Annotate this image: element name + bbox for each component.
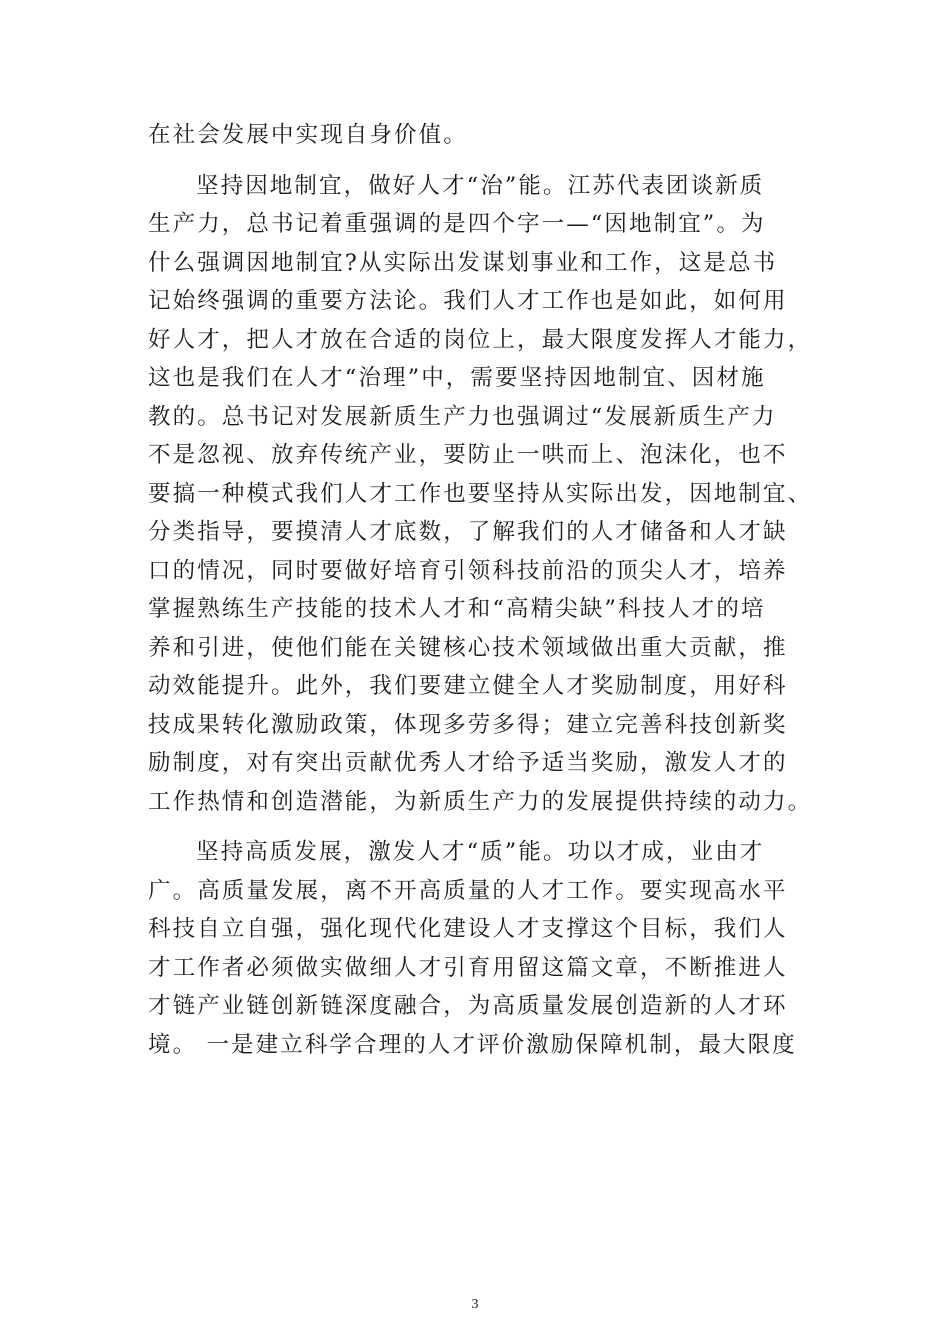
text-line: 工作热情和创造潜能，为新质生产力的发展提供持续的动力。 [148, 788, 813, 815]
text-line: 口的情况，同时要做好培育引领科技前沿的顶尖人才，培养 [148, 557, 788, 584]
page-number: 3 [471, 1297, 479, 1312]
text-line: 记始终强调的重要方法论。我们人才工作也是如此，如何用 [148, 288, 788, 314]
text-line: 动效能提升。此外，我们要建立健全人才奖励制度，用好科 [148, 673, 788, 699]
text-line: 才链产业链创新链深度融合，为高质量发展创造新的人才环 [148, 993, 788, 1019]
paragraph-first-line: 坚持高质发展，激发人才“质”能。功以才成，业由才 [196, 839, 765, 865]
text-line: 在社会发展中实现自身价值。 [148, 122, 468, 148]
text-line: 励制度，对有突出贡献优秀人才给予适当奖励，激发人才的 [148, 750, 788, 776]
text-line: 不是忽视、放弃传统产业，要防止一哄而上、泡沫化，也不 [148, 442, 788, 468]
paragraph-first-line: 坚持因地制宜，做好人才“治”能。江苏代表团谈新质 [196, 172, 765, 199]
text-line: 分类指导，要摸清人才底数，了解我们的人才储备和人才缺 [148, 519, 788, 545]
text-line: 要搞一种模式我们人才工作也要坚持从实际出发，因地制宜、 [148, 480, 813, 507]
text-line: 养和引进，使他们能在关键核心技术领域做出重大贡献，推 [148, 634, 788, 661]
text-line: 技成果转化激励政策，体现多劳多得；建立完善科技创新奖 [148, 711, 788, 738]
text-line: 广。高质量发展，离不开高质量的人才工作。要实现高水平 [148, 877, 788, 904]
body-text [148, 116, 828, 1064]
text-line: 好人才，把人才放在合适的岗位上，最大限度发挥人才能力， [148, 326, 813, 353]
text-line: 境。 一是建立科学合理的人才评价激励保障机制，最大限度 [148, 1031, 797, 1058]
text-line: 什么强调因地制宜?从实际出发谋划事业和工作，这是总书 [148, 249, 778, 276]
text-line: 掌握熟练生产技能的技术人才和“高精尖缺”科技人才的培 [148, 596, 766, 622]
text-line: 教的。总书记对发展新质生产力也强调过“发展新质生产力 [148, 403, 777, 430]
text-line: 这也是我们在人才“治理”中，需要坚持因地制宜、因材施 [148, 365, 766, 391]
text-line: 生产力，总书记着重强调的是四个字一—“因地制宜”。为 [148, 211, 766, 237]
text-line: 才工作者必须做实做细人才引育用留这篇文章，不断推进人 [148, 954, 788, 981]
text-line: 科技自立自强，强化现代化建设人才支撑这个目标，我们人 [148, 916, 788, 942]
